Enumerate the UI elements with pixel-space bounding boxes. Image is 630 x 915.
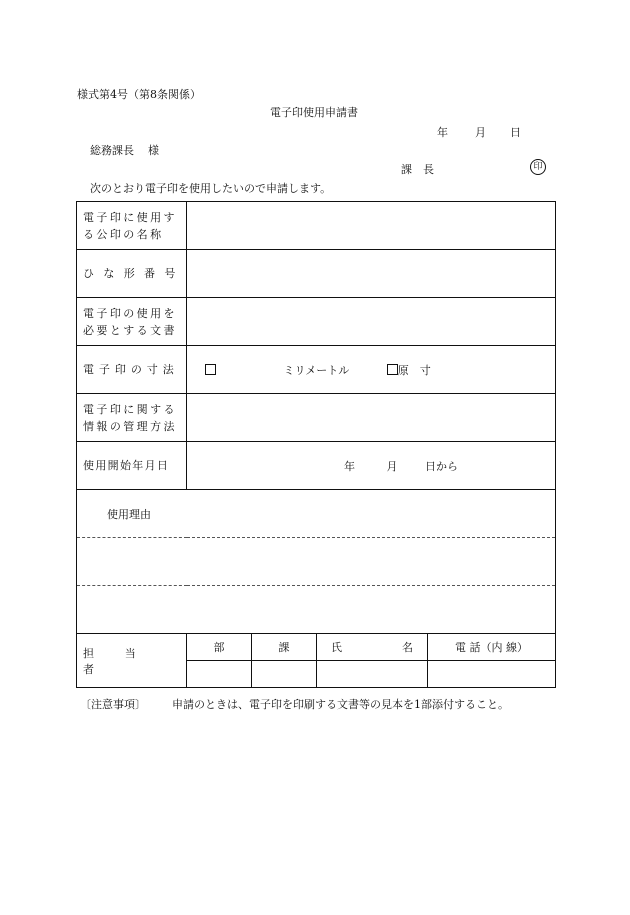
form-title: 電子印使用申請書	[270, 106, 358, 119]
reason-field-2[interactable]	[77, 538, 556, 586]
header-dept: 部	[187, 634, 252, 661]
note-text: 申請のときは、電子印を印刷する文書等の見本を1部添付すること。	[172, 698, 509, 711]
date-month-label: 月	[475, 126, 486, 139]
reason-label: 使用理由	[107, 507, 151, 521]
field-size	[187, 346, 556, 394]
reason-field-1[interactable]	[77, 490, 556, 538]
field-start-date[interactable]	[187, 442, 556, 490]
header-section: 課	[252, 634, 317, 661]
date-year-label: 年	[437, 126, 448, 139]
label-size: 電子印の寸法	[77, 346, 187, 394]
date-day-label: 日	[510, 126, 521, 139]
field-seal-name[interactable]	[187, 202, 556, 250]
staff-section-field[interactable]	[252, 661, 317, 688]
size-mm-checkbox[interactable]	[205, 364, 216, 375]
intro-text: 次のとおり電子印を使用したいので申請します。	[90, 182, 332, 195]
reason-field-3[interactable]	[77, 586, 556, 634]
staff-dept-field[interactable]	[187, 661, 252, 688]
start-month-label: 月	[386, 459, 398, 473]
applicant-title: 課 長	[401, 163, 434, 176]
label-seal-name: 電子印に使用する公印の名称	[77, 202, 187, 250]
field-template-number[interactable]	[187, 250, 556, 298]
staff-name-field[interactable]	[317, 661, 428, 688]
label-document: 電子印の使用を必要とする文書	[77, 298, 187, 346]
size-original-checkbox[interactable]	[387, 364, 398, 375]
field-document[interactable]	[187, 298, 556, 346]
note-heading: 〔注意事項〕	[80, 698, 146, 711]
header-name: 氏 名	[317, 634, 428, 661]
honorific: 様	[148, 144, 159, 157]
seal-mark	[530, 159, 546, 175]
seal-icon: 印	[530, 159, 546, 175]
label-template-number: ひな形番号	[77, 250, 187, 298]
header-phone: 電 話（内 線）	[428, 634, 556, 661]
size-unit-label: ミリメートル	[283, 363, 350, 377]
field-management[interactable]	[187, 394, 556, 442]
form-number: 様式第4号（第8条関係）	[77, 88, 201, 101]
start-year-label: 年	[344, 459, 355, 473]
size-original-label: 原 寸	[397, 363, 431, 377]
start-day-label: 日から	[425, 459, 458, 473]
addressee: 総務課長	[90, 144, 134, 157]
application-table	[76, 201, 556, 634]
label-management: 電子印に関する情報の管理方法	[77, 394, 187, 442]
staff-label: 担 当 者	[77, 634, 187, 688]
staff-table	[76, 633, 556, 688]
label-start-date: 使用開始年月日	[77, 442, 187, 490]
staff-phone-field[interactable]	[428, 661, 556, 688]
